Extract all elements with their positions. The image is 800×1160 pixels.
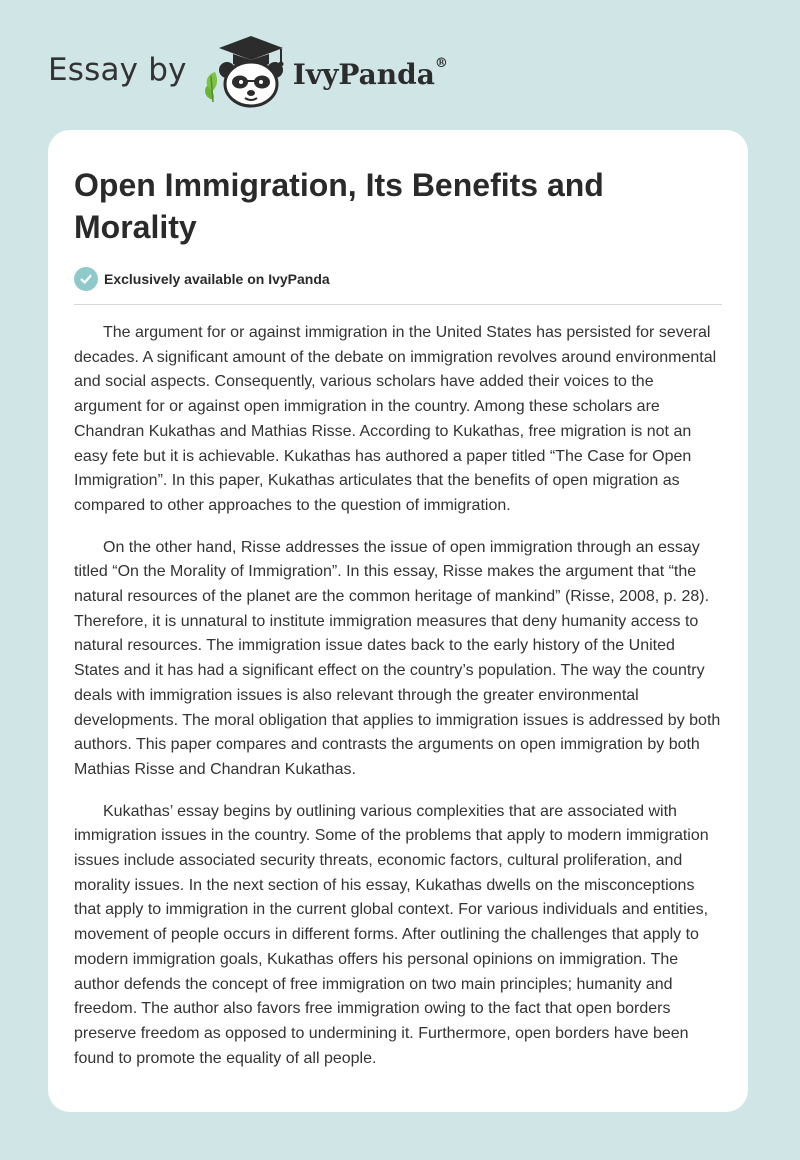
essay-card (48, 130, 748, 1112)
paragraph: The argument for or against immigration in the United States has persisted for several decades. A significant amount of the debate on immigration revolves around environmental and social aspects. Consequently, various scholars have added their voices to the argument for or against open immigration in the country. Among these scholars are Chandran Kukathas and Mathias Risse. According to Kukathas, free migration is not an easy fete but it is achievable. Kukathas has authored a paper titled “The Case for Open Immigration”. In this paper, Kukathas articulates that the benefits of open migration as compared to other approaches to the question of immigration. (74, 324, 717, 514)
panda-logo-icon[interactable] (197, 30, 289, 110)
essay-body (74, 321, 722, 1071)
registered-mark: ® (434, 56, 448, 72)
badge-label: Exclusively available on IvyPanda (104, 271, 330, 287)
site-header (48, 30, 448, 110)
brand-name[interactable] (293, 58, 448, 91)
check-icon (74, 267, 98, 291)
essay-title: Open Immigration, Its Benefits and Morality (74, 167, 604, 245)
paragraph: On the other hand, Risse addresses the issue of open immigration through an essay titled “On the Morality of Immigration”. In this essay, Risse makes the argument that “the natural resources of the planet are the common heritage of mankind” (Risse, 2008, p. 28). Therefore, it is unnatural to institute immigration measures that deny humanity access to natural resources. The immigration issue dates back to the early history of the United States and it has had a significant effect on the country’s population. The way the country deals with immigration issues is also relevant through the greater environmental developments. The moral obligation that applies to immigration issues is addressed by both authors. This paper compares and contrasts the arguments on open immigration by both Mathias Risse and Chandran Kukathas. (74, 538, 721, 778)
essay-by-label: Essay by (48, 52, 187, 88)
exclusive-badge (74, 267, 722, 305)
paragraph: Kukathas’ essay begins by outlining various complexities that are associated with immigration issues in the country. Some of the problems that apply to modern immigration issues include associated security threats, economic factors, cultural proliferation, and morality issues. In the next section of his essay, Kukathas dwells on the misconceptions that apply to immigration in the current global context. For various individuals and entities, movement of people occurs in different forms. After outlining the challenges that apply to modern immigration goals, Kukathas offers his personal opinions on immigration. The author defends the concept of free immigration on two main principles; humanity and freedom. The author also favors free immigration owing to the fact that open borders preserve freedom as opposed to undermining it. Furthermore, open borders have been found to promote the equality of all people. (74, 802, 709, 1067)
brand-text: IvyPanda (292, 57, 435, 91)
